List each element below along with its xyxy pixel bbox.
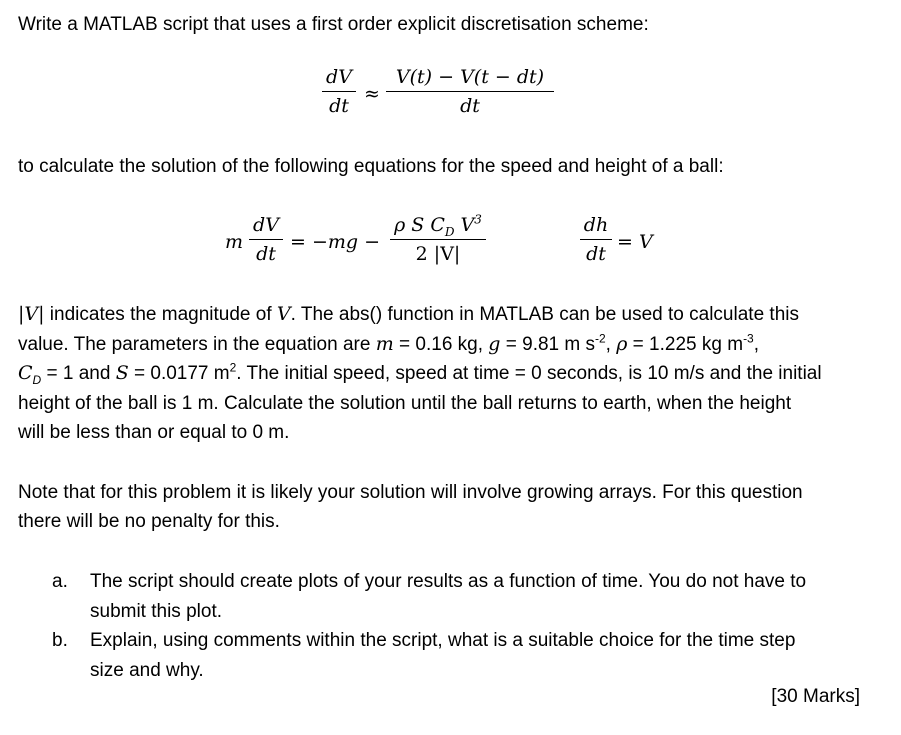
exponent: 3 <box>474 212 482 227</box>
fraction-bar <box>580 239 612 240</box>
list-text: Explain, using comments within the script, what is a suitable choice for the time step <box>90 630 796 651</box>
exponent: 2 <box>229 360 237 375</box>
text: = 1 and <box>41 363 116 384</box>
m-symbol: m <box>375 333 394 355</box>
text: = 9.81 m s <box>500 334 595 355</box>
text: indicates the magnitude of <box>44 304 277 325</box>
text: , <box>753 334 760 355</box>
fraction-numerator: dh <box>583 214 609 236</box>
fraction-numerator: V(t) − V(t − dt) <box>395 66 545 88</box>
marks-label: [30 Marks] <box>771 686 860 707</box>
fraction-denominator: dt <box>256 243 276 265</box>
para1-line2 <box>18 330 759 360</box>
text: value. The parameters in the equation are <box>18 334 376 355</box>
dv-dt-fraction <box>249 214 283 265</box>
fraction-numerator <box>390 212 486 239</box>
rho-symbol: ρ <box>616 333 628 355</box>
lead-text: to calculate the solution of the following equations for the speed and height of a ball: <box>18 156 724 177</box>
para1-line1 <box>18 300 799 330</box>
list-label: a. <box>52 571 68 592</box>
velocity-text: V <box>454 214 475 236</box>
s-symbol: S <box>115 362 129 384</box>
exponent: -2 <box>595 331 606 346</box>
dh-dt-fraction <box>580 214 612 265</box>
fraction-bar <box>249 239 283 240</box>
text: = 1.225 kg m <box>627 334 744 355</box>
fraction-denominator: dt <box>586 243 606 265</box>
para2-line1: Note that for this problem it is likely your solution will involve growing arrays. For this question <box>18 482 803 503</box>
fraction-numerator: dV <box>326 66 352 88</box>
mass-symbol: m <box>225 231 244 253</box>
list-label: b. <box>52 630 68 651</box>
para1-line4: height of the ball is 1 m. Calculate the solution until the ball returns to earth, when the height <box>18 393 792 414</box>
gravity-term: = −mg − <box>290 231 381 253</box>
intro-text: Write a MATLAB script that uses a first order explicit discretisation scheme: <box>18 14 649 35</box>
exponent: -3 <box>743 331 754 346</box>
velocity-rhs: = V <box>617 231 653 253</box>
text: = 0.16 kg, <box>393 334 489 355</box>
fraction-bar <box>322 91 356 92</box>
text: . The initial speed, speed at time = 0 seconds, is 10 m/s and the initial <box>236 363 822 384</box>
text: = 0.0177 m <box>128 363 230 384</box>
dv-dt-fraction <box>322 66 356 117</box>
fraction-bar <box>390 239 486 240</box>
list-text: submit this plot. <box>90 600 222 622</box>
g-symbol: g <box>488 333 501 355</box>
para2-line2: there will be no penalty for this. <box>18 511 280 532</box>
fraction-denominator: dt <box>329 95 349 117</box>
drag-coeff-text: ρ S C <box>394 214 445 236</box>
fraction-numerator: dV <box>253 214 279 236</box>
magnitude-v: |V| <box>18 303 45 325</box>
para1-line5: will be less than or equal to 0 m. <box>18 422 290 443</box>
list-text: The script should create plots of your results as a function of time. You do not have to <box>90 571 807 592</box>
text: . The abs() function in MATLAB can be used to calculate this <box>290 304 799 325</box>
v-symbol: V <box>276 303 291 325</box>
subscript-d: D <box>444 224 455 239</box>
fraction-denominator: 2 |V| <box>415 243 461 265</box>
approx-symbol: ≈ <box>364 83 380 105</box>
fraction-denominator: dt <box>460 95 480 117</box>
fraction-bar <box>386 91 554 92</box>
para1-line3 <box>18 359 822 389</box>
drag-fraction <box>390 214 486 265</box>
text: , <box>605 334 617 355</box>
cd-symbol: C <box>18 362 33 384</box>
list-text: size and why. <box>90 659 204 681</box>
subscript-d: D <box>32 372 42 387</box>
difference-fraction <box>386 66 554 117</box>
